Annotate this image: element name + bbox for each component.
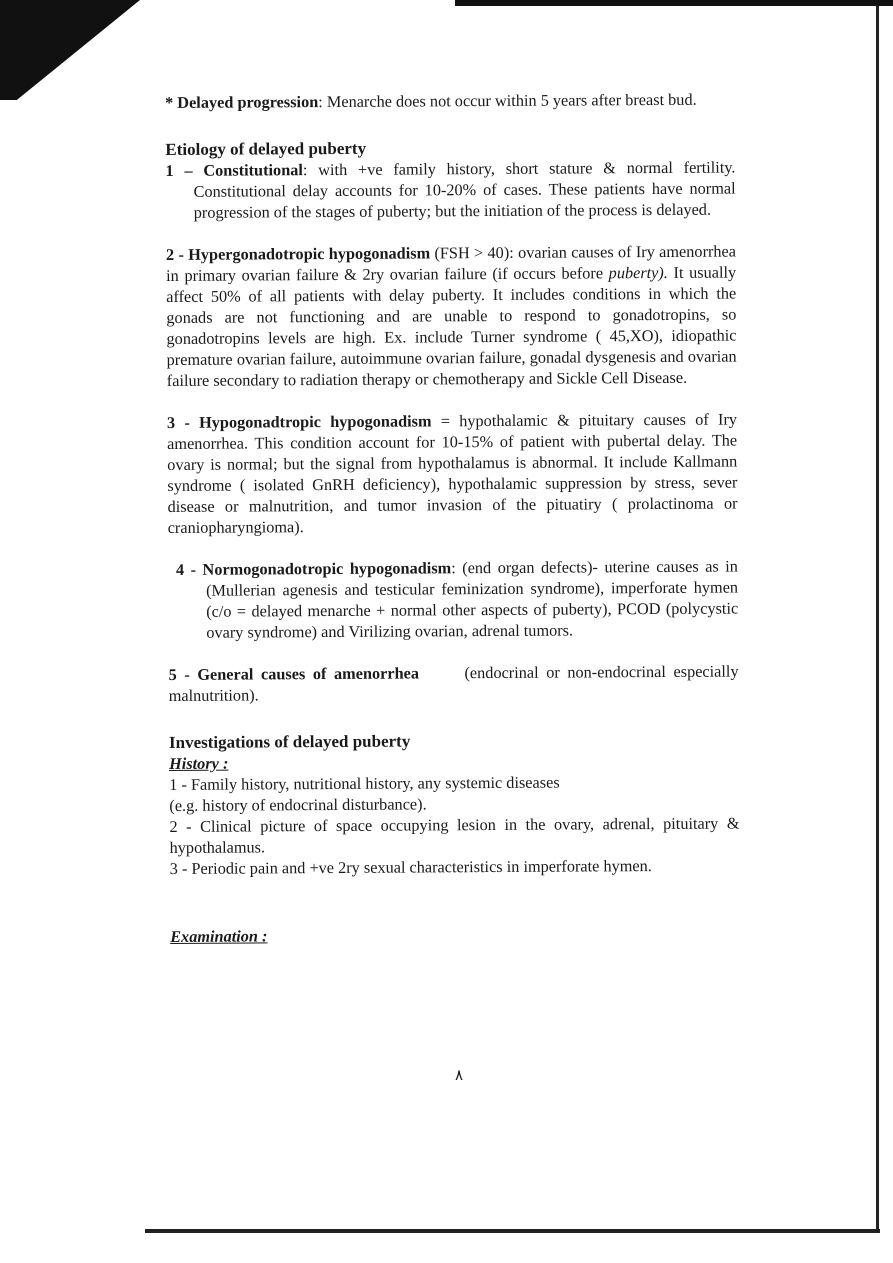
delayed-progression-paragraph xyxy=(165,89,735,113)
item-term: Hypogonadtropic hypogonadism xyxy=(199,411,432,432)
etiology-item-5 xyxy=(168,661,743,706)
item-text-continued: It usually affect 50% of all patients with delay puberty. It includes conditions in which the gonads are not functioning and are unable to respond to gonadotropins, so gonadotropins levels are high. Ex. include Turner syndrome ( 45,XO), idiopathic premature ovarian failure, autoimmune ovarian failure, gonadal dysgenesis and ovarian failure secondary to radiation therapy or chemotherapy and Sickle Cell Disease. xyxy=(166,262,737,390)
history-subheading: History : xyxy=(169,753,229,773)
item-text: (endocrinal or non-endocrinal especially malnutrition). xyxy=(168,661,743,705)
document-page xyxy=(165,89,743,947)
etiology-item-2 xyxy=(166,241,737,391)
etiology-heading: Etiology of delayed puberty xyxy=(165,138,367,159)
item-italic: puberty). xyxy=(608,262,668,283)
item-term: General causes of amenorrhea xyxy=(197,663,420,684)
item-term: Hypergonadotropic hypogonadism xyxy=(188,243,431,264)
etiology-item-3 xyxy=(167,409,738,538)
item-number: 3 - xyxy=(166,412,200,432)
etiology-item-1 xyxy=(165,157,735,223)
scan-corner-shadow xyxy=(0,0,140,100)
item-number: 1 – xyxy=(165,160,204,180)
history-line-3: 2 - Clinical picture of space occupying lesion in the ovary, adrenal, pituitary & hypothalamus. xyxy=(169,813,740,857)
item-text: : with +ve family history, short stature & normal fertility. Constitutional delay accounts for 10-20% of cases. These patients have normal progression of the stages of puberty; but the initiation of the process is delayed. xyxy=(193,157,736,222)
etiology-item-4 xyxy=(168,556,739,643)
scan-right-edge xyxy=(876,6,879,1232)
item-text: = hypothalamic & pituitary causes of Iry amenorrhea. This condition account for 10-15% of patient with pubertal delay. The ovary is normal; but the signal from hypothalamus is abnormal. It include Kallmann syndrome ( isolated GnRH deficiency), hypothalamic suppression by stress, sever disease or malnutrition, and tumor invasion of the pituatiry ( prolactinoma or craniopharyngioma). xyxy=(167,409,738,537)
item-text: (FSH > 40): ovarian causes of Iry amenorrhea in primary ovarian failure & 2ry ovarian failure (if occurs before xyxy=(166,241,737,285)
scan-top-edge xyxy=(455,0,893,6)
item-number: 2 - xyxy=(165,244,189,264)
item-term: Constitutional xyxy=(203,160,303,180)
scan-bottom-edge xyxy=(145,1229,880,1233)
delayed-progression-term: * Delayed progression xyxy=(165,92,319,112)
page-number: ٨ xyxy=(455,1067,464,1084)
history-line-4: 3 - Periodic pain and +ve 2ry sexual characteristics in imperforate hymen. xyxy=(169,856,652,878)
history-line-2: (e.g. history of endocrinal disturbance). xyxy=(169,794,427,815)
item-term: Normogonadotropic hypogonadism xyxy=(202,558,452,579)
item-text: : (end organ defects)- uterine causes as in (Mullerian agenesis and testicular feminization syndrome), imperforate hymen (c/o = delayed menarche + normal other aspects of puberty), PCOD (polycystic ovary syndrome) and Virilizing ovarian, adrenal tumors. xyxy=(205,556,739,642)
investigations-heading: Investigations of delayed puberty xyxy=(168,731,411,752)
delayed-progression-text: : Menarche does not occur within 5 years after breast bud. xyxy=(318,89,697,112)
history-line-1: 1 - Family history, nutritional history, any systemic diseases xyxy=(169,772,560,794)
examination-subheading: Examination : xyxy=(170,926,268,946)
item-number: 4 - xyxy=(175,559,203,579)
item-number: 5 - xyxy=(168,664,198,684)
